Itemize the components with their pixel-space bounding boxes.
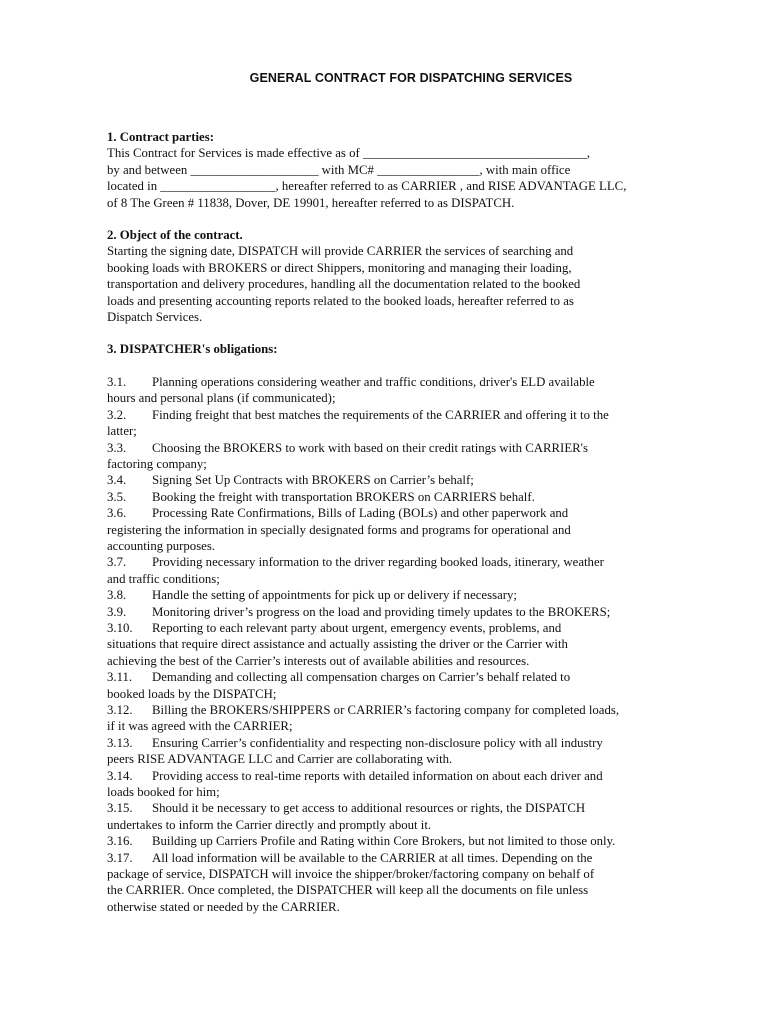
obligation-item bbox=[107, 850, 687, 916]
paragraph-line: located in __________________, hereafter referred to as CARRIER , and RISE ADVANTAGE LLC, bbox=[107, 179, 627, 194]
obligation-first-line bbox=[107, 800, 687, 816]
obligation-item bbox=[107, 702, 687, 735]
obligation-continuation-line: and traffic conditions; bbox=[107, 571, 220, 586]
obligation-first-line bbox=[107, 833, 687, 849]
obligation-continuation-line: hours and personal plans (if communicated); bbox=[107, 391, 336, 406]
obligation-item bbox=[107, 620, 687, 669]
section-object-of-contract bbox=[107, 227, 687, 325]
obligation-text: Planning operations considering weather and traffic conditions, driver's ELD available bbox=[152, 374, 595, 389]
paragraph-line: by and between ____________________ with MC# ________________, with main office bbox=[107, 162, 571, 177]
obligation-first-line bbox=[107, 669, 687, 685]
obligation-number: 3.3. bbox=[107, 440, 127, 455]
obligation-item bbox=[107, 440, 687, 473]
obligation-continuation-line: otherwise stated or needed by the CARRIER. bbox=[107, 899, 340, 914]
obligation-continuation-line: accounting purposes. bbox=[107, 538, 216, 553]
obligation-text: Demanding and collecting all compensation charges on Carrier’s behalf related to bbox=[152, 670, 571, 685]
paragraph-line: booking loads with BROKERS or direct Shippers, monitoring and managing their loading, bbox=[107, 260, 572, 275]
obligations-list bbox=[107, 374, 687, 915]
obligation-first-line bbox=[107, 587, 687, 603]
obligation-number: 3.9. bbox=[107, 604, 127, 619]
obligation-first-line bbox=[107, 735, 687, 751]
obligation-first-line bbox=[107, 505, 687, 521]
obligation-number: 3.2. bbox=[107, 407, 127, 422]
obligation-text: Choosing the BROKERS to work with based on their credit ratings with CARRIER's bbox=[152, 440, 588, 455]
obligation-text: Billing the BROKERS/SHIPPERS or CARRIER’s factoring company for completed loads, bbox=[152, 703, 620, 717]
section-heading: 3. DISPATCHER's obligations: bbox=[107, 342, 278, 357]
obligation-first-line bbox=[107, 440, 687, 456]
obligation-text: All load information will be available to the CARRIER at all times. Depending on the bbox=[152, 850, 593, 865]
obligation-continuation-line: booked loads by the DISPATCH; bbox=[107, 686, 277, 701]
obligation-number: 3.8. bbox=[107, 588, 127, 603]
obligation-item bbox=[107, 489, 687, 505]
obligation-text: Building up Carriers Profile and Rating within Core Brokers, but not limited to those only. bbox=[152, 834, 616, 849]
obligation-text: Should it be necessary to get access to additional resources or rights, the DISPATCH bbox=[152, 801, 586, 816]
obligation-number: 3.12. bbox=[107, 703, 133, 717]
obligation-item bbox=[107, 735, 687, 768]
obligation-number: 3.1. bbox=[107, 374, 127, 389]
document-body bbox=[107, 129, 687, 931]
obligation-continuation-line: registering the information in specially designated forms and programs for operational and bbox=[107, 522, 571, 537]
obligation-text: Providing necessary information to the driver regarding booked loads, itinerary, weather bbox=[152, 555, 604, 570]
obligation-number: 3.17. bbox=[107, 850, 133, 865]
obligation-first-line bbox=[107, 374, 687, 390]
obligation-item bbox=[107, 669, 687, 702]
obligation-text: Monitoring driver’s progress on the load and providing timely updates to the BROKERS; bbox=[152, 604, 611, 619]
obligation-number: 3.14. bbox=[107, 768, 133, 783]
paragraph-line: transportation and delivery procedures, handling all the documentation related to the booked bbox=[107, 277, 581, 292]
obligation-number: 3.16. bbox=[107, 834, 133, 849]
paragraph-line: loads and presenting accounting reports related to the booked loads, hereafter referred to as bbox=[107, 293, 574, 308]
obligation-continuation-line: package of service, DISPATCH will invoice the shipper/broker/factoring company on behalf of bbox=[107, 867, 595, 882]
section-contract-parties bbox=[107, 129, 687, 211]
section-heading: 1. Contract parties: bbox=[107, 130, 214, 144]
obligation-number: 3.10. bbox=[107, 620, 133, 635]
section-dispatcher-obligations bbox=[107, 341, 687, 915]
obligation-first-line bbox=[107, 702, 687, 718]
obligation-text: Reporting to each relevant party about urgent, emergency events, problems, and bbox=[152, 620, 562, 635]
paragraph-line: This Contract for Services is made effective as of ___________________________________, bbox=[107, 146, 591, 161]
document-title: GENERAL CONTRACT FOR DISPATCHING SERVICES bbox=[249, 71, 573, 85]
section-heading: 2. Object of the contract. bbox=[107, 228, 243, 243]
paragraph-line: Starting the signing date, DISPATCH will provide CARRIER the services of searching and bbox=[107, 244, 574, 259]
obligation-first-line bbox=[107, 604, 687, 620]
obligation-text: Processing Rate Confirmations, Bills of Lading (BOLs) and other paperwork and bbox=[152, 506, 569, 521]
obligation-continuation-line: if it was agreed with the CARRIER; bbox=[107, 719, 293, 734]
obligation-continuation-line: achieving the best of the Carrier’s interests out of available abilities and resources. bbox=[107, 653, 530, 668]
obligation-item bbox=[107, 587, 687, 603]
obligation-text: Signing Set Up Contracts with BROKERS on Carrier’s behalf; bbox=[152, 473, 474, 488]
obligation-number: 3.7. bbox=[107, 555, 127, 570]
obligation-first-line bbox=[107, 768, 687, 784]
obligation-item bbox=[107, 374, 687, 407]
obligation-first-line bbox=[107, 407, 687, 423]
paragraph-line: Dispatch Services. bbox=[107, 310, 203, 325]
obligation-first-line bbox=[107, 620, 687, 636]
obligation-first-line bbox=[107, 489, 687, 505]
obligation-item bbox=[107, 554, 687, 587]
paragraph-line: of 8 The Green # 11838, Dover, DE 19901, hereafter referred to as DISPATCH. bbox=[107, 195, 515, 210]
obligation-continuation-line: the CARRIER. Once completed, the DISPATCHER will keep all the documents on file unless bbox=[107, 883, 589, 898]
obligation-continuation-line: undertakes to inform the Carrier directly and promptly about it. bbox=[107, 817, 432, 832]
obligation-continuation-line: situations that require direct assistance and actually assisting the driver or the Carrier with bbox=[107, 637, 568, 652]
obligation-number: 3.11. bbox=[107, 670, 133, 685]
obligation-item bbox=[107, 800, 687, 833]
obligation-text: Ensuring Carrier’s confidentiality and respecting non-disclosure policy with all industry bbox=[152, 735, 603, 750]
obligation-continuation-line: peers RISE ADVANTAGE LLC and Carrier are collaborating with. bbox=[107, 752, 453, 767]
obligation-item bbox=[107, 768, 687, 801]
obligation-continuation-line: latter; bbox=[107, 424, 137, 439]
obligation-first-line bbox=[107, 472, 687, 488]
obligation-number: 3.5. bbox=[107, 489, 127, 504]
obligation-item bbox=[107, 505, 687, 554]
obligation-number: 3.6. bbox=[107, 506, 127, 521]
obligation-item bbox=[107, 407, 687, 440]
obligation-continuation-line: loads booked for him; bbox=[107, 785, 220, 800]
obligation-number: 3.13. bbox=[107, 735, 133, 750]
obligation-text: Finding freight that best matches the requirements of the CARRIER and offering it to the bbox=[152, 407, 609, 422]
obligation-first-line bbox=[107, 850, 687, 866]
obligation-number: 3.15. bbox=[107, 801, 133, 816]
obligation-item bbox=[107, 604, 687, 620]
obligation-number: 3.4. bbox=[107, 473, 127, 488]
obligation-first-line bbox=[107, 554, 687, 570]
obligation-text: Booking the freight with transportation BROKERS on CARRIERS behalf. bbox=[152, 489, 535, 504]
obligation-text: Handle the setting of appointments for pick up or delivery if necessary; bbox=[152, 588, 517, 603]
obligation-continuation-line: factoring company; bbox=[107, 456, 207, 471]
obligation-text: Providing access to real-time reports with detailed information on about each driver and bbox=[152, 768, 603, 783]
obligation-item bbox=[107, 833, 687, 849]
obligation-item bbox=[107, 472, 687, 488]
